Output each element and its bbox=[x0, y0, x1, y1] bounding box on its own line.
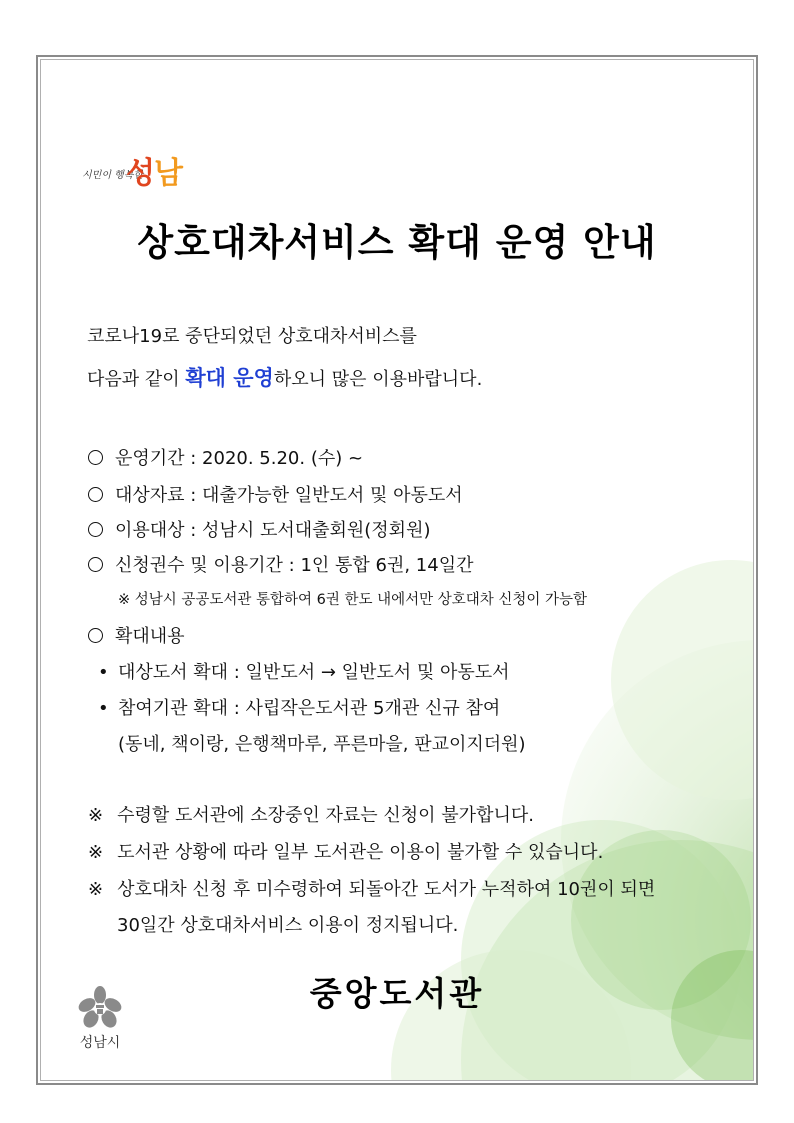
expansion-bullet-2 bbox=[98, 694, 500, 720]
info-item-limit bbox=[88, 551, 473, 577]
closing-library-name: 중앙도서관 bbox=[309, 974, 485, 1013]
page-title: 상호대차서비스 확대 운영 안내 bbox=[137, 221, 657, 264]
intro-line-2-post: 하오니 많은 이용바랍니다. bbox=[273, 369, 483, 390]
expansion-bullet-text: 참여기관 확대 : 사립작은도서관 5개관 신규 참여 bbox=[118, 698, 501, 719]
intro-line-2 bbox=[87, 362, 482, 392]
note-2 bbox=[88, 838, 603, 864]
info-item-text: 운영기간 : 2020. 5.20. (수) ~ bbox=[115, 448, 364, 469]
note-text: 수령할 도서관에 소장중인 자료는 신청이 불가합니다. bbox=[117, 805, 534, 826]
dot-bullet-icon: • bbox=[98, 662, 109, 683]
info-item-period bbox=[88, 444, 363, 470]
note-3 bbox=[88, 875, 655, 901]
logo-brand-seong: 성 bbox=[126, 156, 154, 191]
emblem-label: 성남시 bbox=[79, 1035, 121, 1051]
logo-brand bbox=[126, 148, 182, 192]
sub-note: ※ 성남시 공공도서관 통합하여 6권 한도 내에서만 상호대차 신청이 가능함 bbox=[118, 592, 588, 608]
logo-slogan: 시민이 행복한 bbox=[82, 170, 144, 181]
info-item-materials bbox=[88, 481, 463, 507]
expansion-bullet-text: 대상도서 확대 : 일반도서 → 일반도서 및 아동도서 bbox=[118, 662, 510, 683]
dot-bullet-icon: • bbox=[98, 698, 109, 719]
expansion-heading bbox=[88, 622, 185, 648]
note-mark: ※ bbox=[88, 805, 104, 826]
library-list: (동네, 책이랑, 은행책마루, 푸른마을, 판교이지더원) bbox=[118, 734, 526, 755]
circle-bullet-icon bbox=[88, 557, 103, 572]
circle-bullet-icon bbox=[88, 628, 103, 643]
note-3-continued: 30일간 상호대차서비스 이용이 정지됩니다. bbox=[117, 915, 459, 936]
info-item-text: 대상자료 : 대출가능한 일반도서 및 아동도서 bbox=[115, 485, 463, 506]
intro-highlight: 확대 운영 bbox=[185, 366, 274, 390]
intro-line-2-pre: 다음과 같이 bbox=[87, 369, 186, 390]
expansion-bullet-1 bbox=[98, 658, 510, 684]
note-text: 상호대차 신청 후 미수령하여 되돌아간 도서가 누적하여 10권이 되면 bbox=[117, 879, 656, 900]
info-item-users bbox=[88, 516, 430, 542]
info-item-text: 이용대상 : 성남시 도서대출회원(정회원) bbox=[115, 520, 431, 541]
logo-brand-nam: 남 bbox=[153, 156, 182, 191]
circle-bullet-icon bbox=[88, 522, 103, 537]
circle-bullet-icon bbox=[88, 450, 103, 465]
note-mark: ※ bbox=[88, 842, 104, 863]
note-mark: ※ bbox=[88, 879, 104, 900]
note-text: 도서관 상황에 따라 일부 도서관은 이용이 불가할 수 있습니다. bbox=[117, 842, 604, 863]
expansion-heading-text: 확대내용 bbox=[115, 626, 185, 647]
circle-bullet-icon bbox=[88, 487, 103, 502]
note-1 bbox=[88, 801, 534, 827]
info-item-text: 신청권수 및 이용기간 : 1인 통합 6권, 14일간 bbox=[115, 555, 474, 576]
intro-line-1: 코로나19로 중단되었던 상호대차서비스를 bbox=[87, 326, 417, 347]
